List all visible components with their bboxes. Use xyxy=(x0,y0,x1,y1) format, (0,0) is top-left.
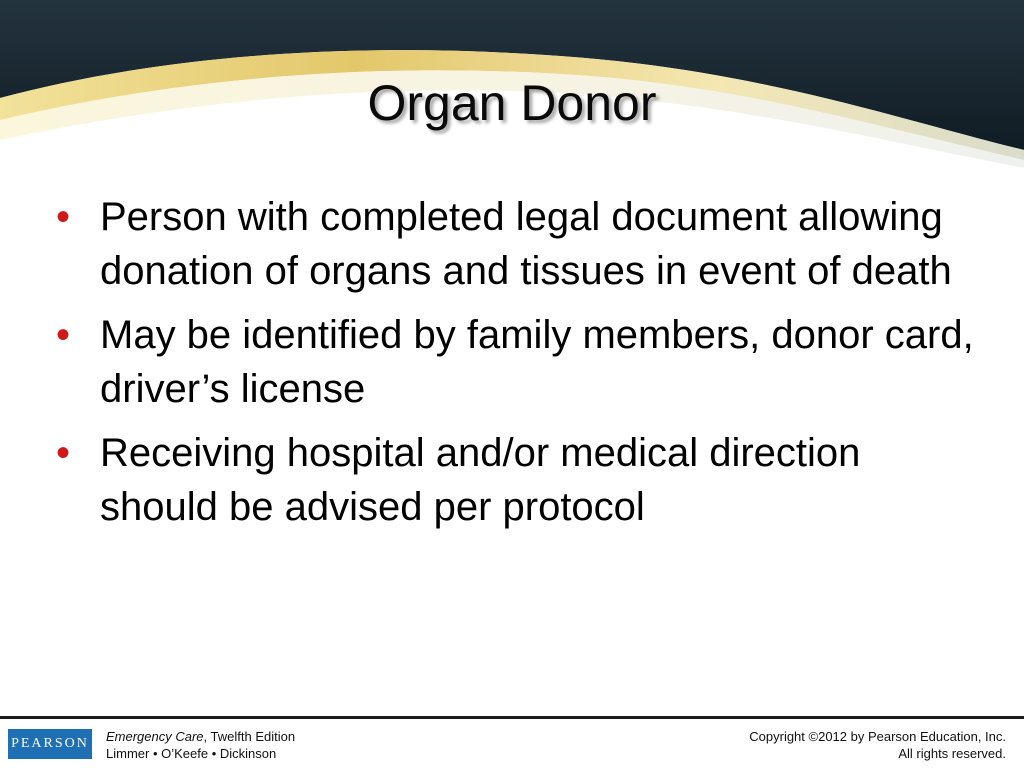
bullet-item xyxy=(56,190,976,298)
pearson-logo: PEARSON xyxy=(8,729,92,759)
slide-title: Organ Donor xyxy=(367,75,657,131)
footer-book-line xyxy=(106,728,295,745)
bullet-text: May be identified by family members, donor card, driver’s license xyxy=(100,313,974,411)
bullet-item xyxy=(56,308,976,416)
footer-divider xyxy=(0,716,1024,719)
book-authors: Limmer • O’Keefe • Dickinson xyxy=(106,746,277,761)
bullet-dot-icon: • xyxy=(56,195,71,239)
bullet-list xyxy=(56,190,976,544)
bullet-text: Person with completed legal document allowing donation of organs and tissues in event of death xyxy=(100,195,952,293)
rights-text: All rights reserved. xyxy=(898,746,1006,761)
copyright-text: Copyright ©2012 by Pearson Education, Inc. xyxy=(749,729,1006,744)
bullet-dot-icon: • xyxy=(56,313,71,357)
bullet-text: Receiving hospital and/or medical direction should be advised per protocol xyxy=(100,431,861,529)
bullet-dot-icon: • xyxy=(56,431,71,475)
footer-book-info xyxy=(106,728,295,762)
footer-copyright xyxy=(749,728,1006,762)
bullet-item xyxy=(56,426,976,534)
book-edition: , Twelfth Edition xyxy=(203,729,296,744)
book-title: Emergency Care xyxy=(106,729,204,744)
